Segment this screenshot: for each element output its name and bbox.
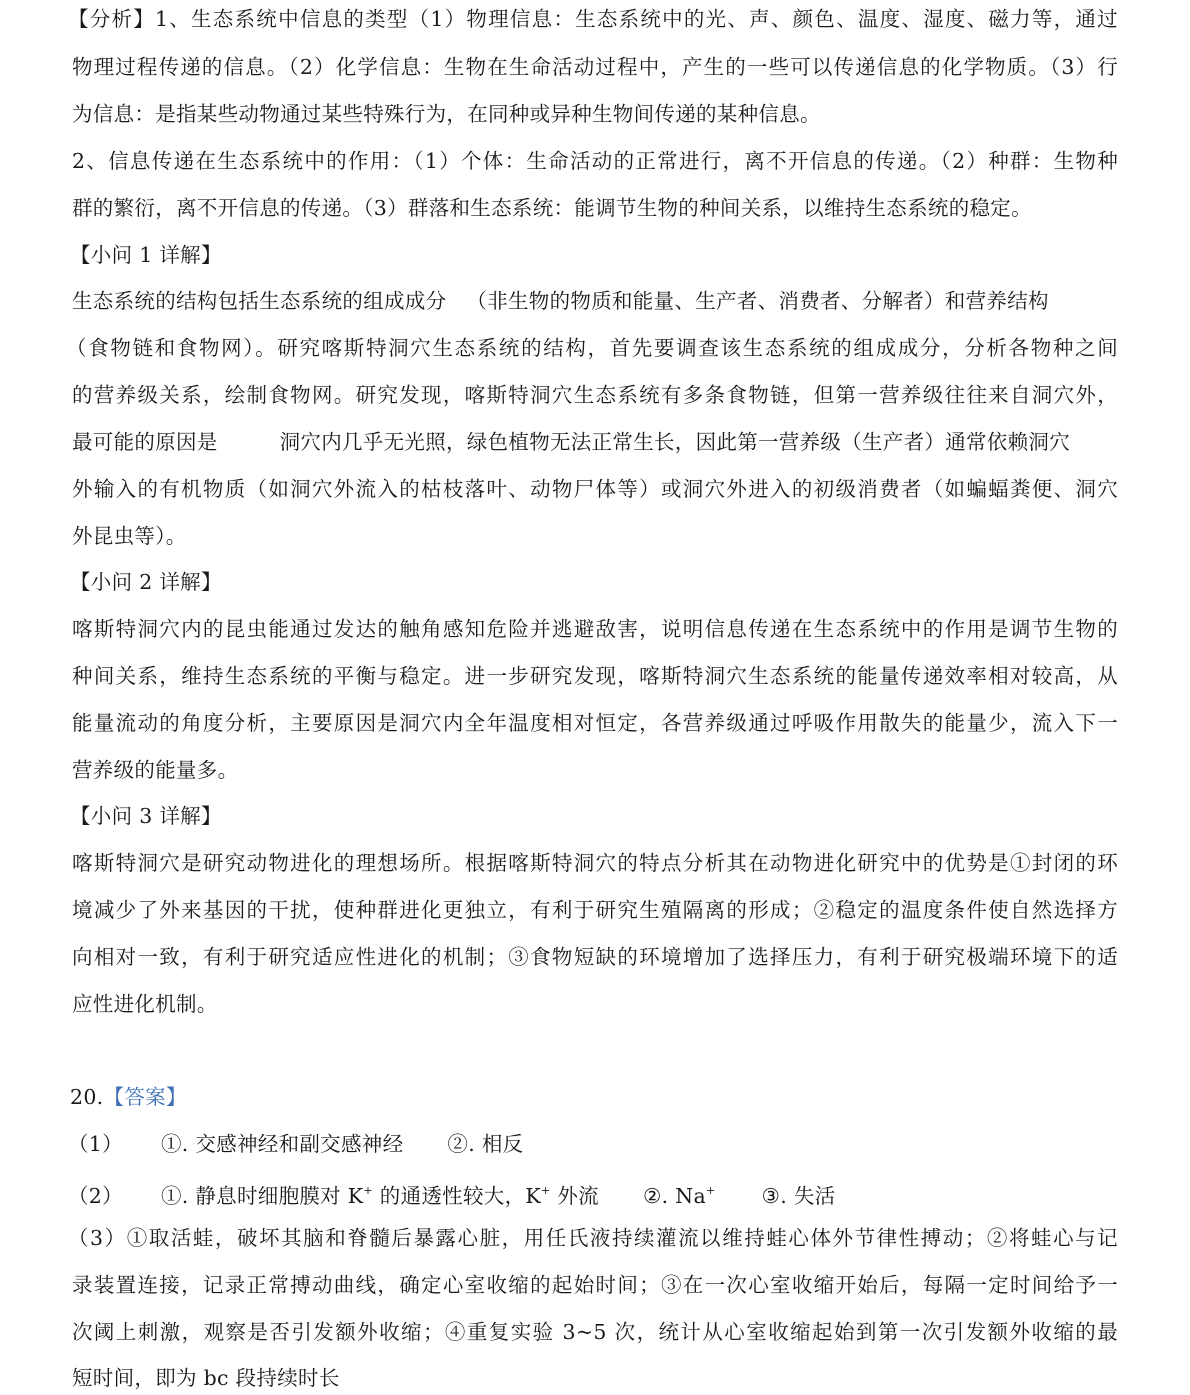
q1-line-4	[72, 428, 1070, 456]
q2-line-4: 营养级的能量多。	[72, 758, 239, 782]
q3-line-4: 应性进化机制。	[72, 992, 218, 1016]
analysis-line-5: 群的繁衍，离不开信息的传递。（3）群落和生态系统：能调节生物的种间关系，以维持生态系统的稳定。	[72, 196, 1032, 220]
part-2-answer-b: ②. Na+	[642, 1184, 716, 1208]
answer-part-2	[68, 1177, 835, 1210]
q1-line-4b: 洞穴内几乎无光照，绿色植物无法正常生长，因此第一营养级（生产者）通常依赖洞穴	[279, 430, 1071, 454]
analysis-line-2: 物理过程传递的信息。（2）化学信息：生物在生命活动过程中，产生的一些可以传递信息的化学物质。（3）行	[72, 55, 1118, 79]
answer-part-1	[68, 1130, 523, 1158]
q1-line-6: 外昆虫等）。	[72, 524, 187, 548]
q1-line-2: （食物链和食物网）。研究喀斯特洞穴生态系统的结构，首先要调查该生态系统的组成成分，分析各物种之间	[66, 336, 1118, 360]
part-1-answer-a: ①. 交感神经和副交感神经	[160, 1132, 404, 1156]
part-2-answer-c: ③. 失活	[761, 1184, 836, 1208]
question-number: 20.	[70, 1085, 104, 1109]
q3-line-2: 境减少了外来基因的干扰，使种群进化更独立，有利于研究生殖隔离的形成；②稳定的温度条件使自然选择方	[72, 898, 1118, 922]
q3-line-1: 喀斯特洞穴是研究动物进化的理想场所。根据喀斯特洞穴的特点分析其在动物进化研究中的优势是①封闭的环	[72, 851, 1118, 875]
q3-line-3: 向相对一致，有利于研究适应性进化的机制；③食物短缺的环境增加了选择压力，有利于研究极端环境下的适	[72, 945, 1118, 969]
q2-line-2: 种间关系，维持生态系统的平衡与稳定。进一步研究发现，喀斯特洞穴生态系统的能量传递效率相对较高，从	[72, 664, 1118, 688]
q2-heading: 【小问 2 详解】	[70, 570, 222, 594]
q1-line-1b: （非生物的物质和能量、生产者、消费者、分解者）和营养结构	[466, 289, 1049, 313]
q2-line-3: 能量流动的角度分析，主要原因是洞穴内全年温度相对恒定，各营养级通过呼吸作用散失的能量少，流入下一	[72, 711, 1118, 735]
q1-line-1	[72, 287, 1102, 315]
part-1-number: （1）	[68, 1132, 123, 1156]
part-2-number: （2）	[68, 1184, 123, 1208]
analysis-line-1: 【分析】1、生态系统中信息的类型（1）物理信息：生态系统中的光、声、颜色、温度、湿度、磁力等，通过	[68, 7, 1118, 31]
analysis-line-3: 为信息：是指某些动物通过某些特殊行为，在同种或异种生物间传递的某种信息。	[72, 102, 821, 126]
answer-label: 【答案】	[103, 1085, 187, 1109]
analysis-line-4: 2、信息传递在生态系统中的作用：（1）个体：生命活动的正常进行，离不开信息的传递。（2）种群：生物种	[72, 149, 1118, 173]
answer-part-3-line-3: 次阈上刺激，观察是否引发额外收缩；④重复实验 3~5 次，统计从心室收缩起始到第一次引发额外收缩的最	[72, 1320, 1118, 1344]
part-1-answer-b: ②. 相反	[447, 1132, 524, 1156]
answer-part-3-line-2: 录装置连接，记录正常搏动曲线，确定心室收缩的起始时间；③在一次心室收缩开始后，每隔一定时间给予一	[72, 1273, 1118, 1297]
q1-line-3: 的营养级关系，绘制食物网。研究发现，喀斯特洞穴生态系统有多条食物链，但第一营养级往往来自洞穴外，	[72, 383, 1118, 407]
answer-20-header	[70, 1083, 187, 1111]
q1-line-4a: 最可能的原因是	[72, 430, 218, 454]
q1-line-5: 外输入的有机物质（如洞穴外流入的枯枝落叶、动物尸体等）或洞穴外进入的初级消费者（如蝙蝠粪便、洞穴	[72, 477, 1118, 501]
q2-line-1: 喀斯特洞穴内的昆虫能通过发达的触角感知危险并逃避敌害，说明信息传递在生态系统中的作用是调节生物的	[72, 617, 1118, 641]
q1-line-1a: 生态系统的结构包括生态系统的组成成分	[72, 289, 447, 313]
part-2-answer-a: ①. 静息时细胞膜对 K+ 的通透性较大，K+ 外流	[160, 1184, 599, 1208]
answer-part-3-line-1: （3）①取活蛙，破坏其脑和脊髓后暴露心脏，用任氏液持续灌流以维持蛙心体外节律性搏动；②将蛙心与记	[68, 1226, 1118, 1250]
answer-part-3-line-4: 短时间，即为 bc 段持续时长	[72, 1366, 340, 1390]
q1-heading: 【小问 1 详解】	[70, 243, 222, 267]
q3-heading: 【小问 3 详解】	[70, 804, 222, 828]
